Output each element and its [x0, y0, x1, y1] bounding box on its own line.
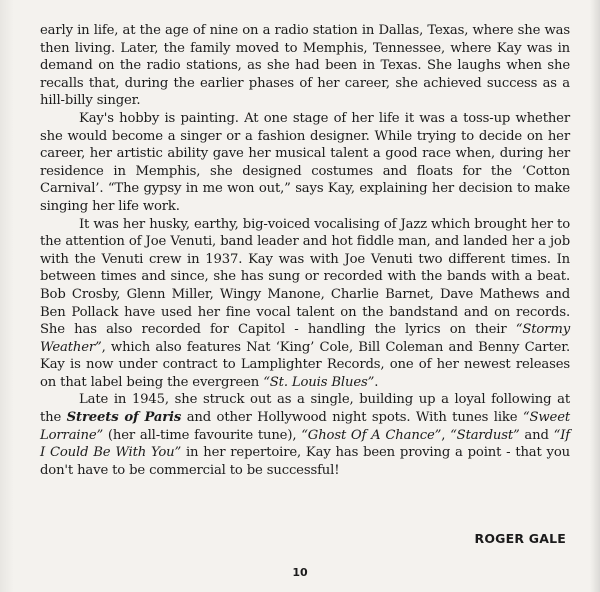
- paragraph-career: [40, 216, 570, 392]
- song-title: “Stormy Weather”: [40, 322, 570, 355]
- paragraph-text: and: [519, 427, 554, 443]
- paragraph-text: , which also features Nat ‘King’ Cole, Bill Coleman and Benny Carter. Kay is now under contract to Lamplighter Records, one of her newest releases on that label being the evergreen: [40, 339, 570, 390]
- paragraph-text: early in life, at the age of nine on a radio station in Dallas, Texas, where she was then living. Later, the family moved to Memphis, Tennessee, where Kay was in demand on the radio stations, as she had been in Texas. She laughs when she recalls that, during the earlier phases of her career, she achieved success as a hill-billy singer.: [40, 23, 570, 109]
- song-title: “Stardust”: [450, 427, 520, 443]
- paragraph-text: ,: [441, 427, 451, 443]
- song-title: “Sweet Lorraine”: [40, 410, 570, 443]
- paragraph-text: It was her husky, earthy, big-voiced vocalising of Jazz which brought her to the attention of Joe Venuti, band leader and hot fiddle man, and landed her a job with the Venuti crew in 1937. Kay was with Joe Venuti two different times. In between times and since, she has sung or recorded with the bands with a beat. Bob Crosby, Glenn Miller, Wingy Manone, Charlie Barnet, Dave Mathews and Ben Pollack have used her fine vocal talent on the bandstand and on records. She has also recorded for Capitol - handling the lyrics on their: [40, 216, 570, 338]
- song-title: “St. Louis Blues”: [263, 374, 375, 390]
- paragraph-text: and other Hollywood night spots. With tunes like: [181, 410, 523, 426]
- paragraph-hobby: [40, 110, 570, 216]
- paragraph-text: (her all-time favourite tune),: [103, 427, 302, 443]
- song-title: “Ghost Of A Chance”: [301, 427, 442, 443]
- paragraph-text: Kay's hobby is painting. At one stage of her life it was a toss-up whether she would become a singer or a fashion designer. While trying to decide on her career, her artistic ability gave her musical talent a good race when, during her residence in Memphis, she designed costumes and floats for the ‘Cotton Carnival’. “The gypsy in me won out,” says Kay, explaining her decision to make singing her life work.: [40, 110, 570, 214]
- paragraph-early-life: [40, 22, 570, 110]
- paragraph-text: .: [374, 374, 379, 390]
- author-signature: ROGER GALE: [474, 531, 566, 546]
- venue-name: Streets of Paris: [66, 410, 182, 426]
- paragraph-text: in her repertoire, Kay has been proving a point - that you don't have to be commercial to be successful!: [40, 445, 570, 478]
- paragraph-solo: [40, 391, 570, 479]
- page-number: 10: [292, 566, 308, 579]
- article-body: [40, 22, 570, 479]
- song-title: “If I Could Be With You”: [40, 427, 571, 461]
- paragraph-text: Late in 1945, she struck out as a single, building up a loyal following at the: [40, 392, 570, 426]
